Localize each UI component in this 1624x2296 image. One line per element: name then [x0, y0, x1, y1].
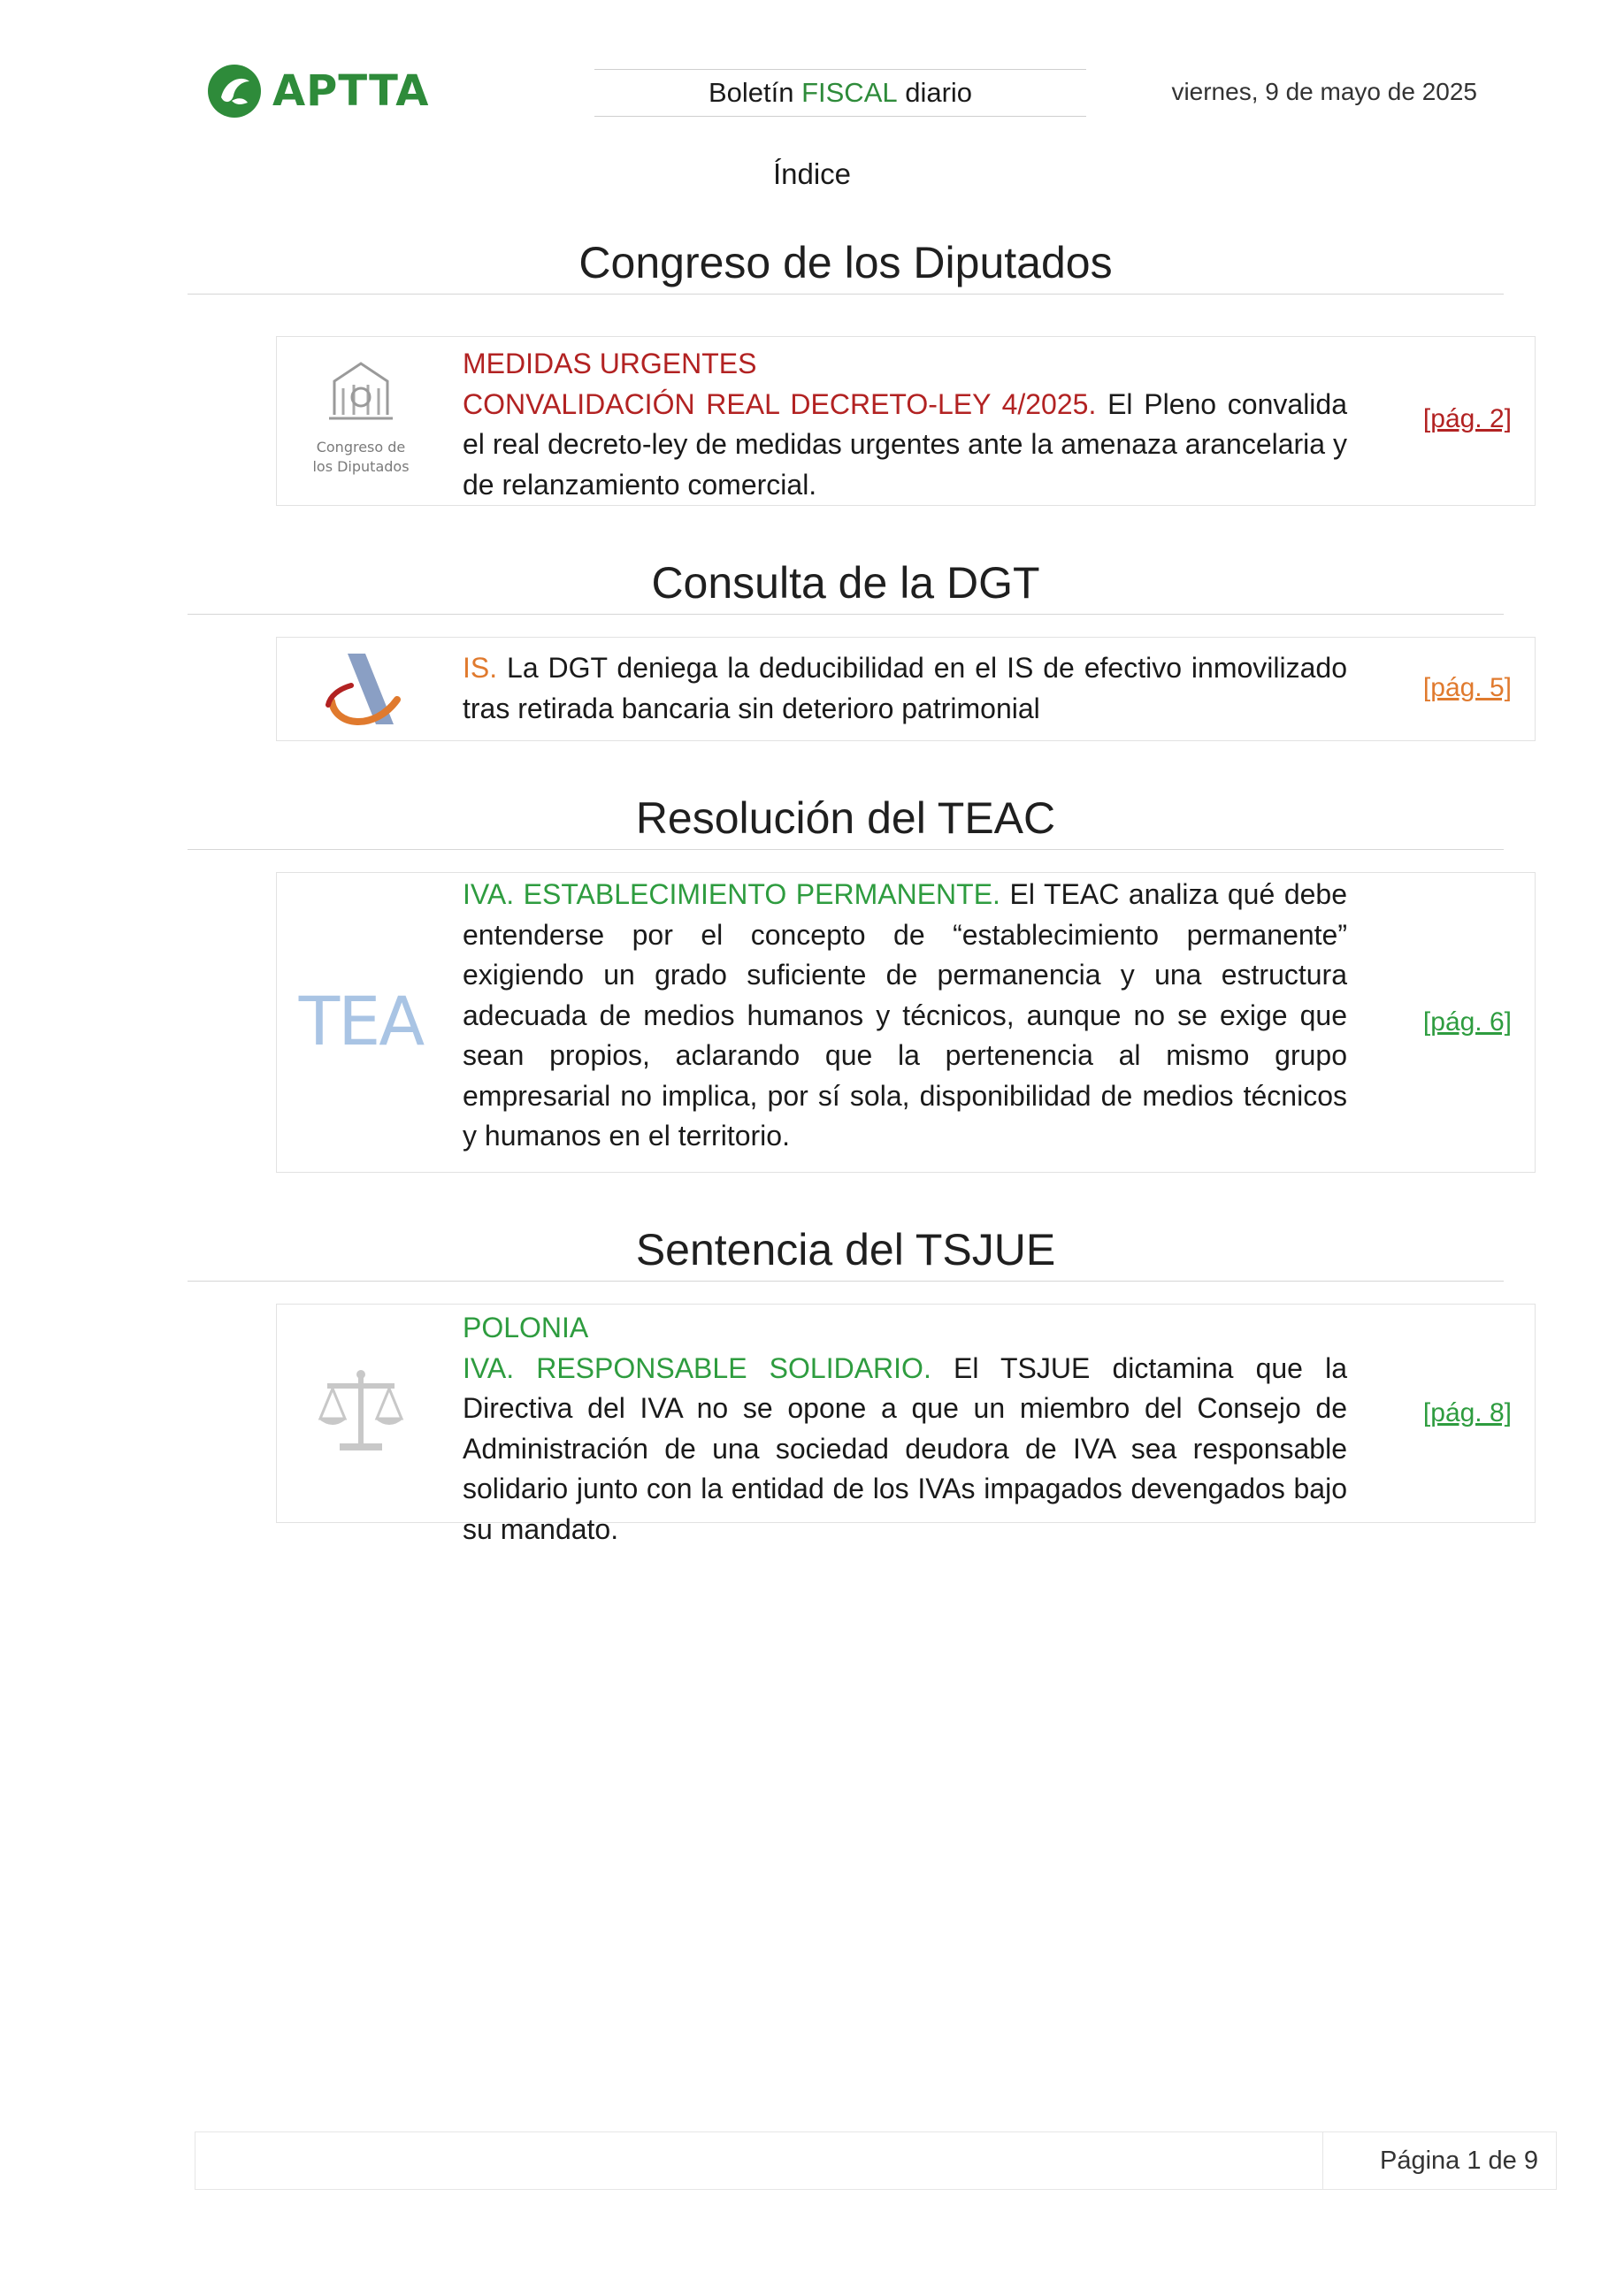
- entry-congreso-text: [463, 344, 1347, 505]
- entry-dgt: [276, 637, 1536, 741]
- bulletin-prefix: Boletín: [708, 77, 802, 108]
- entry-tsjue-tag-2: IVA. RESPONSABLE SOLIDARIO.: [463, 1351, 931, 1384]
- entry-teac-text: [463, 875, 1347, 1157]
- section-title-dgt: Consulta de la DGT: [188, 557, 1504, 615]
- tea-icon: [277, 873, 445, 1172]
- scales-of-justice-icon: [277, 1305, 445, 1522]
- bulletin-date: viernes, 9 de mayo de 2025: [1171, 78, 1477, 105]
- bulletin-title: [594, 69, 1086, 117]
- congreso-caption-2: los Diputados: [312, 458, 410, 475]
- entry-tsjue: [276, 1304, 1536, 1545]
- entry-dgt-text: [463, 648, 1347, 729]
- section-title-congreso: Congreso de los Diputados: [188, 237, 1504, 295]
- page-number: Página 1 de 9: [1380, 2147, 1538, 2175]
- page-ref-link-tsjue[interactable]: [pág. 8]: [1422, 1398, 1512, 1427]
- tea-logo-text: TEA: [298, 983, 424, 1060]
- congreso-diputados-icon: [277, 337, 445, 505]
- index-title: Índice: [772, 157, 852, 190]
- entry-teac-tag-1: IVA. ESTABLECIMIENTO PERMANENTE.: [463, 878, 1000, 910]
- aptta-logo: [205, 60, 453, 122]
- page-ref-link-dgt[interactable]: [pág. 5]: [1422, 673, 1512, 702]
- entry-teac-body: El TEAC analiza qué debe entenderse por el concepto de “establecimiento permanente” exigiendo un grado suficiente de permanencia y una estructura adecuada de medios humanos y técnicos, aunque no se exige que sean propios, aclarando que la pertenencia al mismo grupo empresarial no implica, por sí sola, disponibilidad de medios técnicos y humanos en el territorio.: [463, 878, 1348, 1152]
- entry-tsjue-body: El TSJUE dictamina que la Directiva del IVA no se opone a que un miembro del Consejo de Administración de una sociedad deudora de IVA sea responsable solidario junto con la entidad de los IVAs impagados devengados bajo su mandato.: [463, 1351, 1348, 1545]
- agencia-tributaria-icon: [277, 638, 445, 740]
- entry-tsjue-text: [463, 1308, 1347, 1550]
- entry-congreso-body: El Pleno convalida el real decreto-ley de medidas urgentes ante la amenaza arancelaria y de relanzamiento comercial.: [463, 387, 1348, 501]
- page-ref-link-congreso[interactable]: [pág. 2]: [1422, 404, 1512, 433]
- bulletin-highlight: FISCAL: [801, 77, 898, 108]
- section-title-teac: Resolución del TEAC: [188, 792, 1504, 850]
- entry-tsjue-tag-1: POLONIA: [463, 1312, 589, 1343]
- page-ref-link-teac[interactable]: [pág. 6]: [1422, 1007, 1512, 1037]
- entry-congreso: [276, 336, 1536, 506]
- bulletin-suffix: diario: [897, 77, 973, 108]
- footer-divider: [1322, 2132, 1323, 2189]
- aptta-emblem-icon: [205, 62, 264, 120]
- entry-teac: [276, 872, 1536, 1173]
- congreso-caption-1: Congreso de: [316, 439, 406, 455]
- entry-dgt-tag-1: IS.: [463, 652, 498, 684]
- aptta-logo-text: APTTA: [272, 66, 430, 116]
- entry-congreso-tag-2: CONVALIDACIÓN REAL DECRETO-LEY 4/2025.: [463, 387, 1097, 420]
- page-footer: [195, 2131, 1557, 2190]
- section-title-tsjue: Sentencia del TSJUE: [188, 1224, 1504, 1282]
- entry-congreso-tag-1: MEDIDAS URGENTES: [463, 348, 757, 379]
- entry-dgt-body: La DGT deniega la deducibilidad en el IS de efectivo inmovilizado tras retirada bancaria sin deterioro patrimonial: [463, 652, 1347, 724]
